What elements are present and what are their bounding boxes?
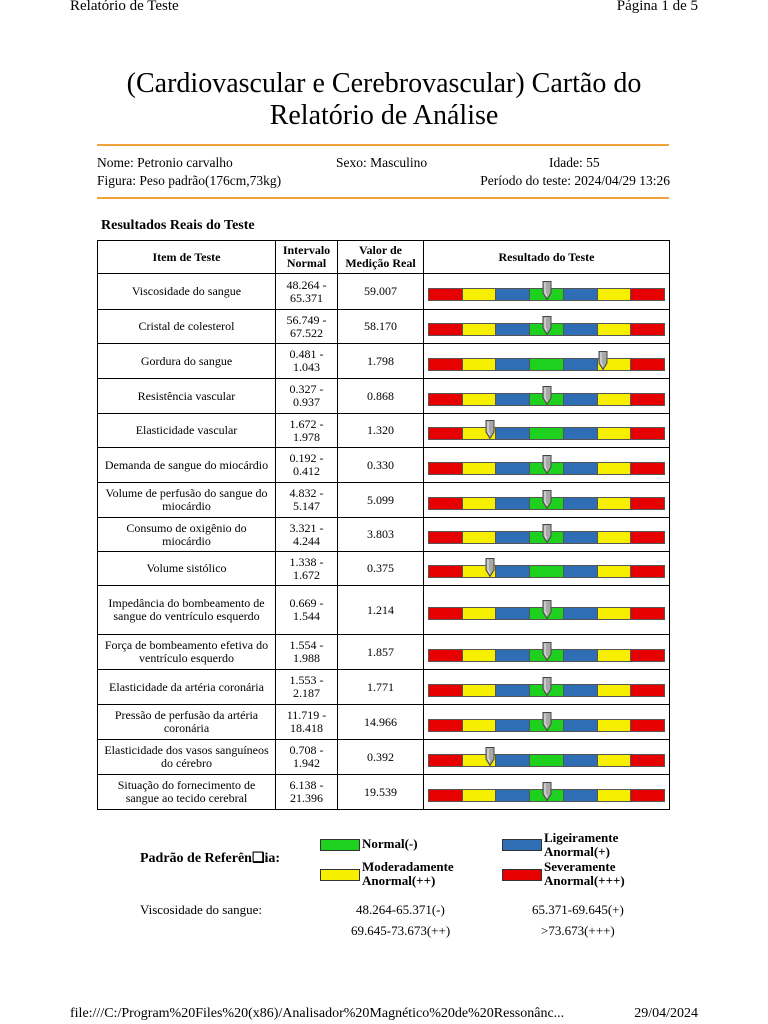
reference-normal-range: 48.264-65.371(-) (356, 902, 445, 917)
scale-segment (495, 289, 529, 300)
legend-swatch-slight (502, 839, 542, 851)
scale-segment (429, 685, 462, 696)
header-range-line-1: Intervalo (282, 243, 331, 257)
result-scale-bar (428, 497, 665, 510)
scale-segment (563, 755, 597, 766)
result-marker-icon (541, 782, 553, 801)
scale-segment (429, 463, 462, 474)
page-number: Página 1 de 5 (616, 0, 698, 14)
normal-range: 0.192 - 0.412 (276, 448, 338, 483)
scale-segment (630, 790, 664, 801)
scale-segment (462, 498, 496, 509)
measured-value: 58.170 (338, 310, 424, 344)
normal-range: 0.669 - 1.544 (276, 586, 338, 635)
scale-segment (462, 324, 496, 335)
result-marker-icon (541, 524, 553, 543)
result-scale-bar (428, 531, 665, 544)
measured-value: 1.214 (338, 586, 424, 635)
scale-segment (597, 755, 631, 766)
table-row (98, 274, 670, 310)
legend-swatch-moderate (320, 869, 360, 881)
result-bar-cell (424, 740, 670, 775)
test-item: Demanda de sangue do miocárdio (98, 448, 276, 483)
scale-segment (630, 428, 664, 439)
table-row (98, 670, 670, 705)
measured-value: 59.007 (338, 274, 424, 310)
result-marker-icon (484, 420, 496, 439)
result-scale-bar (428, 462, 665, 475)
result-marker-icon (541, 642, 553, 661)
test-period: Período do teste: 2024/04/29 13:26 (480, 173, 670, 188)
patient-name: Nome: Petronio carvalho (97, 155, 233, 170)
legend-moderate-text: Moderadamente Anormal(++) (362, 859, 454, 888)
scale-segment (630, 566, 664, 577)
scale-segment (563, 498, 597, 509)
legend-swatch-normal (320, 839, 360, 851)
result-scale-bar (428, 288, 665, 301)
file-path: file:///C:/Program%20Files%20(x86)/Analisador%20Magnético%20de%20Ressonânc... (70, 1006, 565, 1021)
result-scale-bar (428, 684, 665, 697)
scale-segment (597, 394, 631, 405)
scale-segment (462, 289, 496, 300)
scale-segment (495, 394, 529, 405)
normal-range: 1.338 - 1.672 (276, 552, 338, 586)
scale-segment (495, 685, 529, 696)
result-marker-icon (541, 677, 553, 696)
result-bar-cell (424, 552, 670, 586)
scale-segment (495, 566, 529, 577)
print-date: 29/04/2024 (634, 1006, 698, 1021)
reference-moderate-range: 69.645-73.673(++) (351, 923, 451, 938)
reference-item: Viscosidade do sangue: (140, 902, 262, 917)
scale-segment (462, 394, 496, 405)
scale-segment (563, 720, 597, 731)
normal-range: 11.719 - 18.418 (276, 705, 338, 740)
scale-segment (563, 790, 597, 801)
normal-range: 56.749 - 67.522 (276, 310, 338, 344)
scale-segment (429, 394, 462, 405)
section-title: Resultados Reais do Teste (101, 218, 255, 233)
normal-range: 0.708 - 1.942 (276, 740, 338, 775)
measured-value: 0.392 (338, 740, 424, 775)
result-bar-cell (424, 586, 670, 635)
divider-top (97, 144, 669, 146)
result-bar-cell (424, 274, 670, 310)
scale-segment (563, 324, 597, 335)
test-item: Viscosidade do sangue (98, 274, 276, 310)
scale-segment (429, 428, 462, 439)
normal-range: 0.481 - 1.043 (276, 344, 338, 379)
test-item: Resistência vascular (98, 379, 276, 414)
scale-segment (495, 498, 529, 509)
scale-segment (597, 790, 631, 801)
result-marker-icon (484, 558, 496, 577)
normal-range: 6.138 - 21.396 (276, 775, 338, 810)
table-header-row (98, 241, 670, 274)
scale-segment (429, 498, 462, 509)
scale-segment (597, 685, 631, 696)
patient-sex: Sexo: Masculino (336, 155, 428, 170)
reference-standard-label: Padrão de Referên❑ia: (140, 851, 281, 866)
scale-segment (495, 463, 529, 474)
result-bar-cell (424, 483, 670, 518)
header-value (338, 241, 424, 274)
result-bar-cell (424, 670, 670, 705)
scale-segment (462, 608, 496, 619)
result-marker-icon (541, 316, 553, 335)
header-item-line: Item de Teste (152, 249, 221, 264)
scale-segment (630, 359, 664, 370)
scale-segment (495, 755, 529, 766)
measured-value: 14.966 (338, 705, 424, 740)
scale-segment (429, 608, 462, 619)
scale-segment (529, 755, 563, 766)
scale-segment (563, 608, 597, 619)
result-scale-bar (428, 393, 665, 406)
scale-segment (630, 394, 664, 405)
scale-segment (597, 720, 631, 731)
patient-age: Idade: 55 (549, 155, 600, 170)
report-title-line-1: (Cardiovascular e Cerebrovascular) Cartão do (126, 68, 642, 99)
normal-range: 4.832 - 5.147 (276, 483, 338, 518)
scale-segment (597, 428, 631, 439)
scale-segment (429, 790, 462, 801)
result-scale-bar (428, 427, 665, 440)
legend-normal-text: Normal(-) (362, 836, 418, 851)
result-bar-cell (424, 310, 670, 344)
result-marker-icon (597, 351, 609, 370)
result-scale-bar (428, 719, 665, 732)
scale-segment (495, 428, 529, 439)
scale-segment (597, 324, 631, 335)
result-marker-icon (484, 747, 496, 766)
header-item (98, 241, 276, 274)
test-item: Elasticidade vascular (98, 414, 276, 448)
result-marker-icon (541, 281, 553, 300)
scale-segment (563, 428, 597, 439)
scale-segment (597, 608, 631, 619)
table-row (98, 448, 670, 483)
test-item: Pressão de perfusão da artéria coronária (98, 705, 276, 740)
result-bar-cell (424, 344, 670, 379)
result-scale-bar (428, 754, 665, 767)
result-marker-icon (541, 386, 553, 405)
result-marker-icon (541, 600, 553, 619)
divider-bottom (97, 197, 669, 199)
table-row (98, 775, 670, 810)
legend-swatch-severe (502, 869, 542, 881)
scale-segment (462, 720, 496, 731)
scale-segment (630, 289, 664, 300)
scale-segment (529, 428, 563, 439)
result-bar-cell (424, 448, 670, 483)
reference-severe-range: >73.673(+++) (541, 923, 615, 938)
scale-segment (462, 463, 496, 474)
scale-segment (495, 608, 529, 619)
result-bar-cell (424, 414, 670, 448)
scale-segment (597, 532, 631, 543)
scale-segment (529, 566, 563, 577)
scale-segment (563, 394, 597, 405)
table-row (98, 344, 670, 379)
result-bar-cell (424, 775, 670, 810)
result-scale-bar (428, 565, 665, 578)
scale-segment (630, 463, 664, 474)
measured-value: 1.798 (338, 344, 424, 379)
measured-value: 0.330 (338, 448, 424, 483)
patient-figure: Figura: Peso padrão(176cm,73kg) (97, 173, 282, 188)
table-row (98, 483, 670, 518)
legend-severe-text: Severamente Anormal(+++) (544, 859, 625, 888)
measured-value: 19.539 (338, 775, 424, 810)
result-scale-bar (428, 607, 665, 620)
test-item: Situação do fornecimento de sangue ao tecido cerebral (98, 775, 276, 810)
scale-segment (462, 790, 496, 801)
scale-segment (630, 720, 664, 731)
scale-segment (429, 289, 462, 300)
header-range-line-2: Normal (286, 256, 327, 270)
report-title-line-2: Relatório de Análise (269, 100, 499, 131)
page-header-title: Relatório de Teste (70, 0, 179, 14)
scale-segment (563, 289, 597, 300)
table-row (98, 705, 670, 740)
test-item: Gordura do sangue (98, 344, 276, 379)
measured-value: 1.320 (338, 414, 424, 448)
measured-value: 1.771 (338, 670, 424, 705)
result-marker-icon (541, 490, 553, 509)
test-item: Elasticidade da artéria coronária (98, 670, 276, 705)
scale-segment (429, 755, 462, 766)
result-bar-cell (424, 635, 670, 670)
measured-value: 0.868 (338, 379, 424, 414)
scale-segment (630, 532, 664, 543)
header-value-line-2: Medição Real (345, 256, 416, 270)
scale-segment (462, 685, 496, 696)
test-item: Elasticidade dos vasos sanguíneos do cérebro (98, 740, 276, 775)
result-marker-icon (541, 712, 553, 731)
result-scale-bar (428, 358, 665, 371)
test-item: Consumo de oxigênio do miocárdio (98, 518, 276, 552)
scale-segment (630, 755, 664, 766)
results-table (97, 240, 670, 810)
result-bar-cell (424, 379, 670, 414)
scale-segment (597, 289, 631, 300)
normal-range: 1.553 - 2.187 (276, 670, 338, 705)
measured-value: 3.803 (338, 518, 424, 552)
table-row (98, 586, 670, 635)
normal-range: 0.327 - 0.937 (276, 379, 338, 414)
scale-segment (563, 532, 597, 543)
table-row (98, 635, 670, 670)
measured-value: 5.099 (338, 483, 424, 518)
scale-segment (597, 498, 631, 509)
legend-slight-text: Ligeiramente Anormal(+) (544, 830, 619, 859)
result-bar-cell (424, 705, 670, 740)
scale-segment (563, 685, 597, 696)
test-item: Força de bombeamento efetiva do ventrículo esquerdo (98, 635, 276, 670)
scale-segment (495, 324, 529, 335)
measured-value: 1.857 (338, 635, 424, 670)
scale-segment (462, 359, 496, 370)
test-item: Cristal de colesterol (98, 310, 276, 344)
reference-slight-range: 65.371-69.645(+) (532, 902, 624, 917)
scale-segment (597, 566, 631, 577)
report-title (70, 68, 698, 132)
normal-range: 48.264 - 65.371 (276, 274, 338, 310)
scale-segment (630, 498, 664, 509)
measured-value: 0.375 (338, 552, 424, 586)
scale-segment (563, 566, 597, 577)
scale-segment (495, 720, 529, 731)
scale-segment (563, 359, 597, 370)
table-row (98, 740, 670, 775)
result-bar-cell (424, 518, 670, 552)
table-row (98, 552, 670, 586)
scale-segment (597, 463, 631, 474)
table-row (98, 310, 670, 344)
result-marker-icon (541, 455, 553, 474)
table-row (98, 414, 670, 448)
result-scale-bar (428, 323, 665, 336)
scale-segment (462, 650, 496, 661)
scale-segment (429, 324, 462, 335)
scale-segment (429, 532, 462, 543)
table-row (98, 379, 670, 414)
scale-segment (630, 650, 664, 661)
normal-range: 1.672 - 1.978 (276, 414, 338, 448)
header-result-line: Resultado do Teste (498, 249, 595, 264)
scale-segment (630, 685, 664, 696)
table-row (98, 518, 670, 552)
scale-segment (630, 324, 664, 335)
scale-segment (630, 608, 664, 619)
scale-segment (462, 532, 496, 543)
scale-segment (529, 359, 563, 370)
normal-range: 1.554 - 1.988 (276, 635, 338, 670)
header-value-line-1: Valor de (358, 243, 402, 257)
test-item: Volume sistólico (98, 552, 276, 586)
scale-segment (563, 463, 597, 474)
scale-segment (495, 532, 529, 543)
scale-segment (429, 566, 462, 577)
scale-segment (495, 790, 529, 801)
test-item: Impedância do bombeamento de sangue do ventrículo esquerdo (98, 586, 276, 635)
scale-segment (429, 359, 462, 370)
scale-segment (495, 359, 529, 370)
scale-segment (563, 650, 597, 661)
result-scale-bar (428, 789, 665, 802)
scale-segment (597, 650, 631, 661)
header-result (424, 241, 670, 274)
scale-segment (429, 650, 462, 661)
header-range (276, 241, 338, 274)
test-item: Volume de perfusão do sangue do miocárdio (98, 483, 276, 518)
result-scale-bar (428, 649, 665, 662)
scale-segment (429, 720, 462, 731)
normal-range: 3.321 - 4.244 (276, 518, 338, 552)
scale-segment (495, 650, 529, 661)
